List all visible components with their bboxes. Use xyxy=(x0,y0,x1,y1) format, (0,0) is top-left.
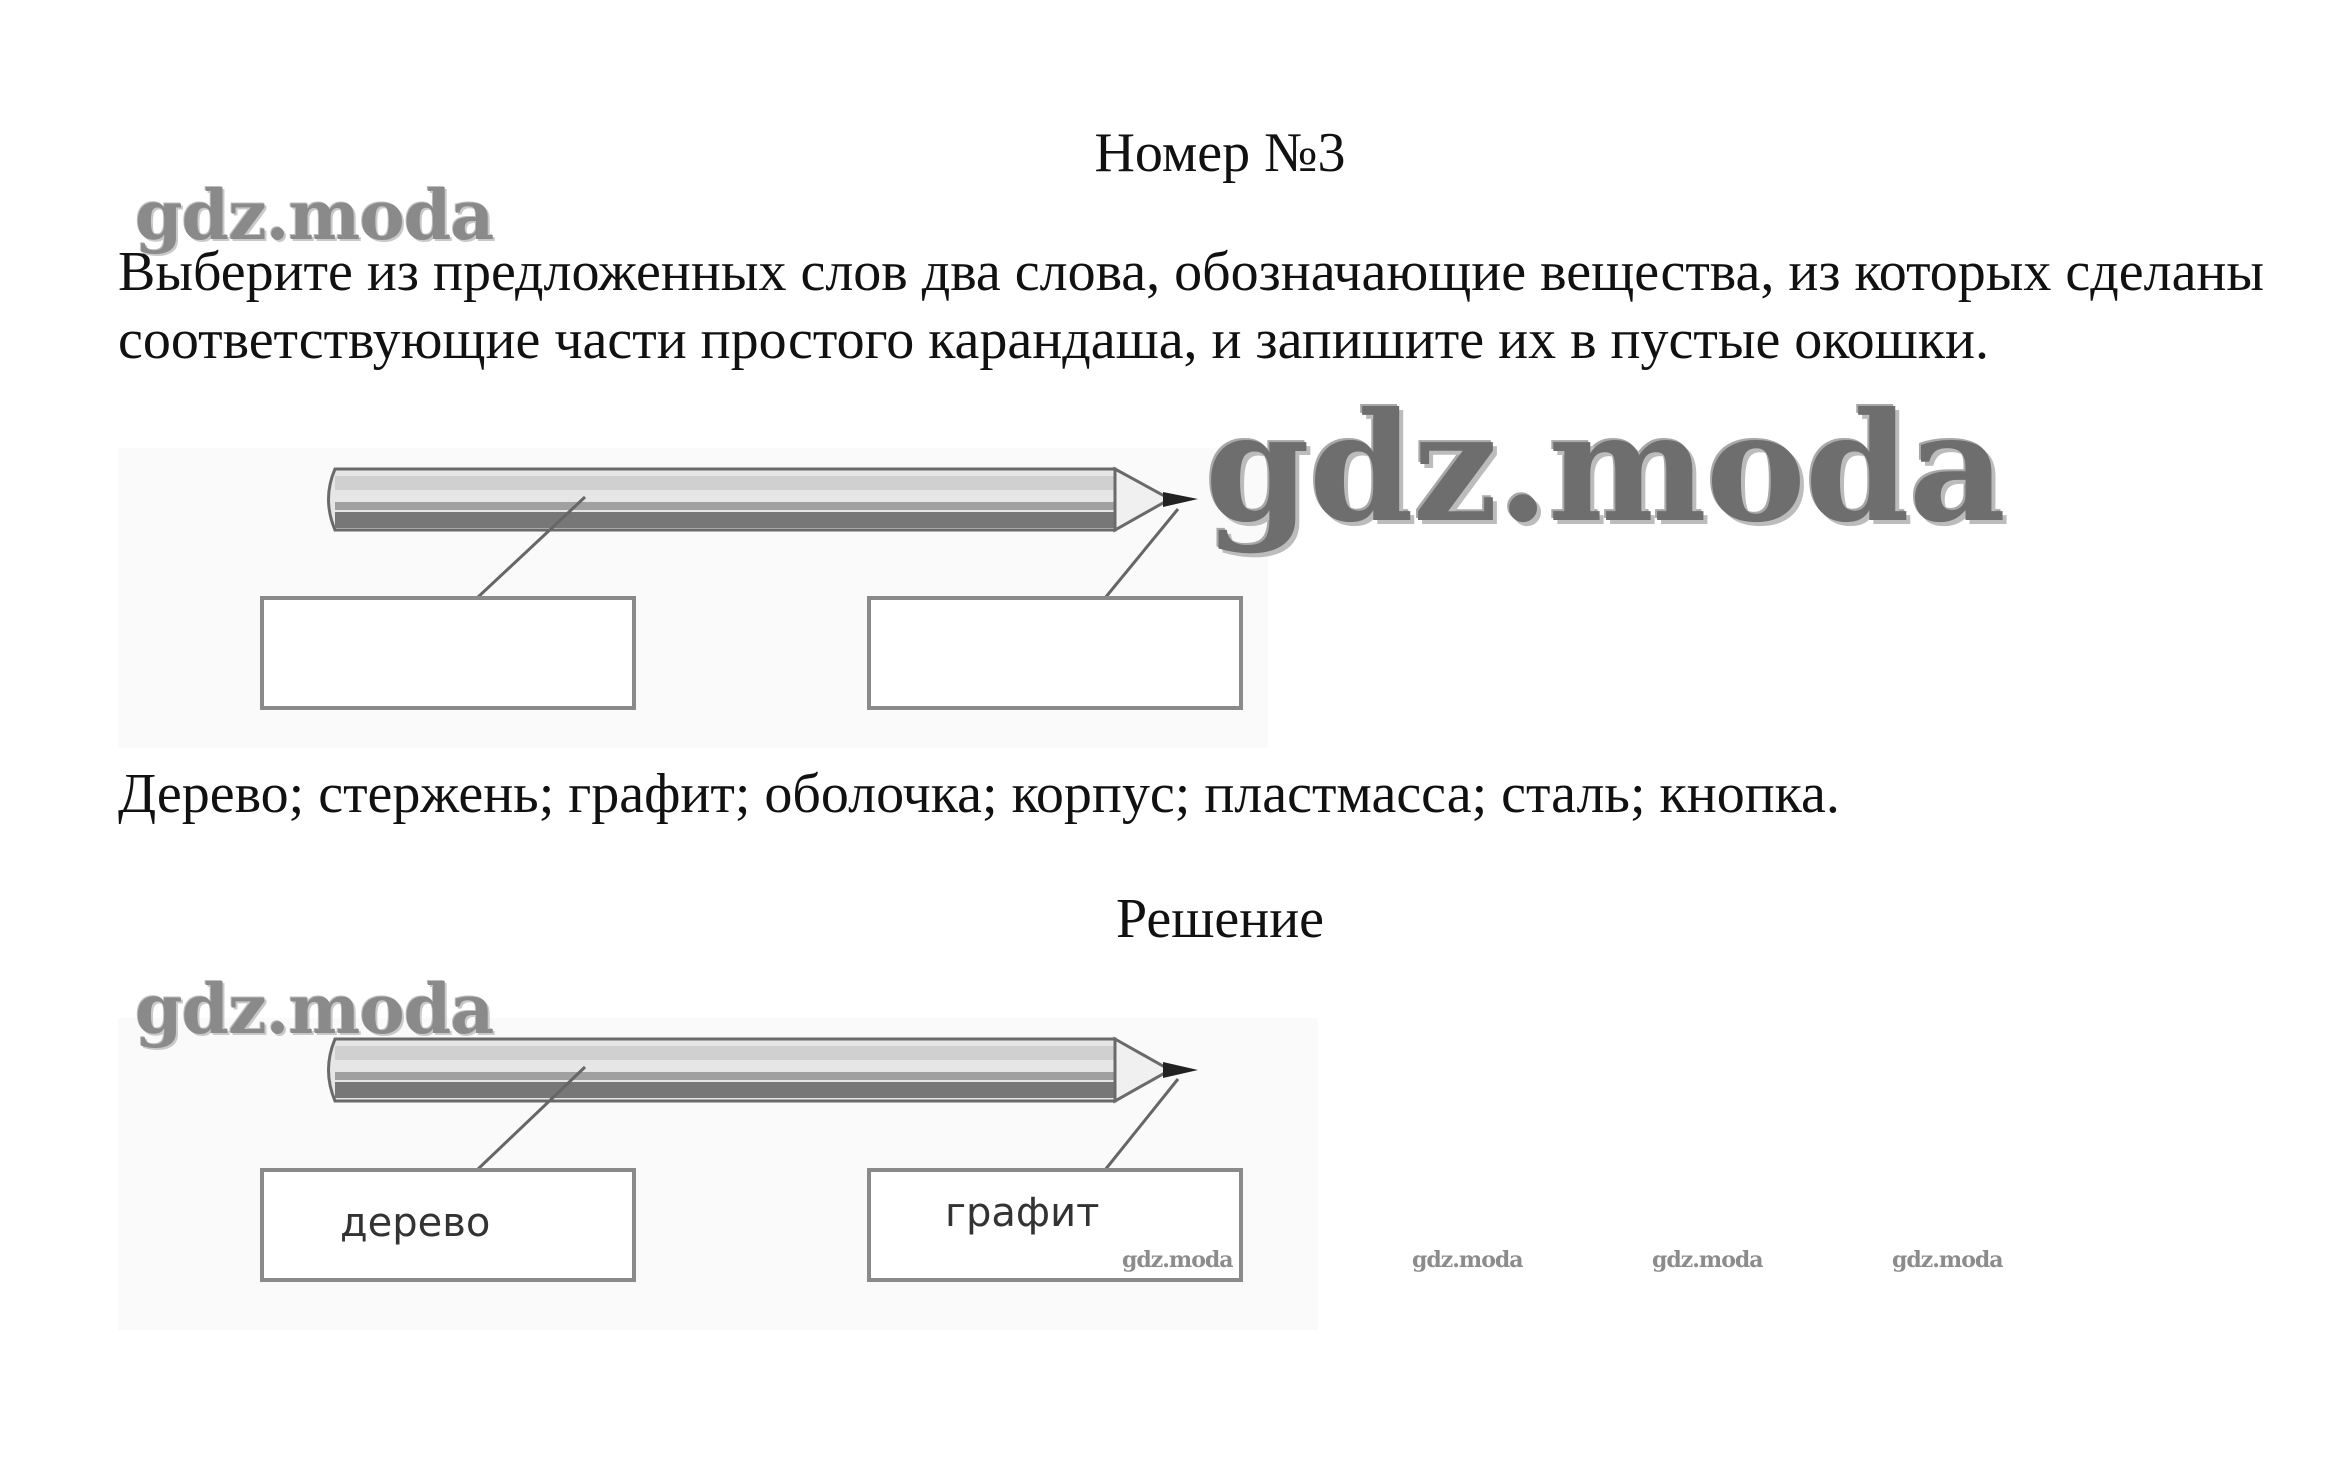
watermark-small: gdz.moda xyxy=(1412,1247,1523,1273)
word-options: Дерево; стержень; графит; оболочка; корпус; пластмасса; сталь; кнопка. xyxy=(118,763,1840,825)
watermark-logo-big: gdz.moda xyxy=(1205,380,2006,556)
question-text: Выберите из предложенных слов два слова, обозначающие вещества, из которых сделаны соответствующие части простого карандаша, и запишите их в пустые окошки. xyxy=(118,241,2265,371)
page-title: Номер №3 xyxy=(1094,122,1346,184)
task-pencil-diagram xyxy=(118,448,1268,748)
watermark-small: gdz.moda xyxy=(1652,1247,1763,1273)
watermark-logo: gdz.moda xyxy=(135,176,494,256)
answer-left-text: дерево xyxy=(340,1200,491,1246)
answer-box-left[interactable] xyxy=(262,598,634,708)
pencil-icon xyxy=(329,469,1199,530)
watermark-small: gdz.moda xyxy=(1892,1247,2003,1273)
answer-right-text: графит xyxy=(945,1190,1100,1236)
watermark-small: gdz.moda xyxy=(1122,1247,1233,1273)
solution-pencil-diagram xyxy=(118,1018,1318,1330)
watermark-logo: gdz.moda xyxy=(135,970,494,1050)
answer-box-right[interactable] xyxy=(869,598,1241,708)
solution-heading: Решение xyxy=(1115,888,1325,950)
